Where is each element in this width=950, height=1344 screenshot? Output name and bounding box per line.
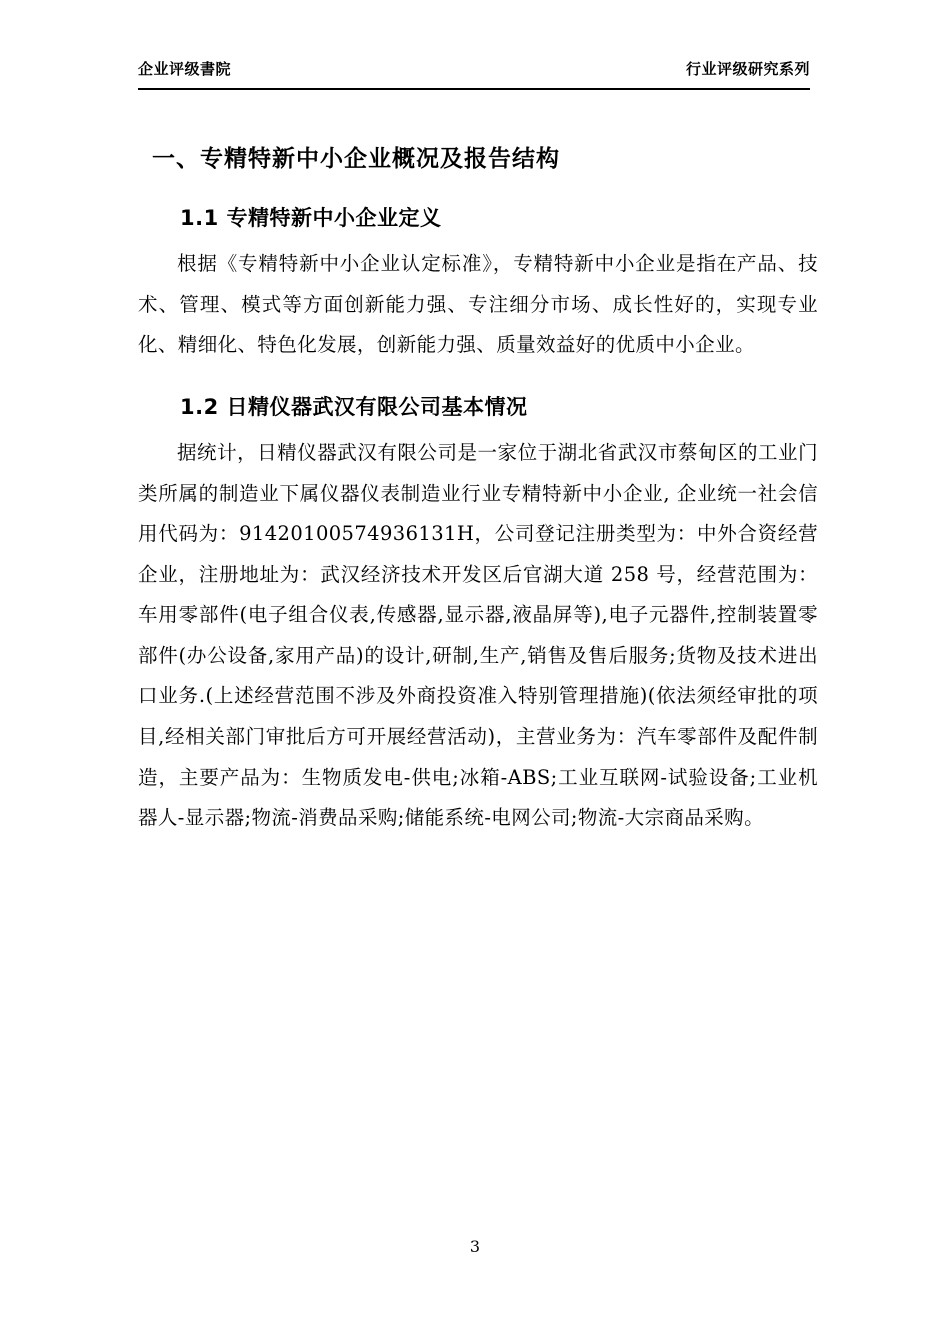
header-divider	[138, 88, 810, 90]
paragraph-1-2: 据统计，日精仪器武汉有限公司是一家位于湖北省武汉市蔡甸区的工业门类所属的制造业下属仪器仪表制造业行业专精特新中小企业, 企业统一社会信用代码为：91420100574936131H，公司登记注册类型为：中外合资经营企业，注册地址为：武汉经济技术开发区后官湖大道 258 号，经营范围为：车用零部件(电子组合仪表,传感器,显示器,液晶屏等),电子元器件,控制装置零部件(办公设备,家用产品)的设计,研制,生产,销售及售后服务;货物及技术进出口业务.(上述经营范围不涉及外商投资准入特别管理措施)(依法须经审批的项目,经相关部门审批后方可开展经营活动)，主营业务为：汽车零部件及配件制造，主要产品为：生物质发电-供电;冰箱-ABS;工业互联网-试验设备;工业机器人-显示器;物流-消费品采购;储能系统-电网公司;物流-大宗商品采购。	[138, 441, 818, 830]
header-left-text: 企业评级書院	[138, 60, 232, 78]
paragraph-1-1: 根据《专精特新中小企业认定标准》，专精特新中小企业是指在产品、技术、管理、模式等方面创新能力强、专注细分市场、成长性好的，实现专业化、精细化、特色化发展，创新能力强、质量效益好的优质中小企业。	[138, 252, 818, 357]
chapter-heading: 一、专精特新中小企业概况及报告结构	[152, 146, 560, 172]
header-right-text: 行业评级研究系列	[685, 60, 810, 78]
page-header	[138, 58, 810, 79]
page-number: 3	[469, 1237, 481, 1256]
section-heading-1-1: 1.1 专精特新中小企业定义	[180, 205, 442, 230]
section-heading-1-2: 1.2 日精仪器武汉有限公司基本情况	[180, 394, 528, 419]
document-body	[138, 120, 818, 839]
